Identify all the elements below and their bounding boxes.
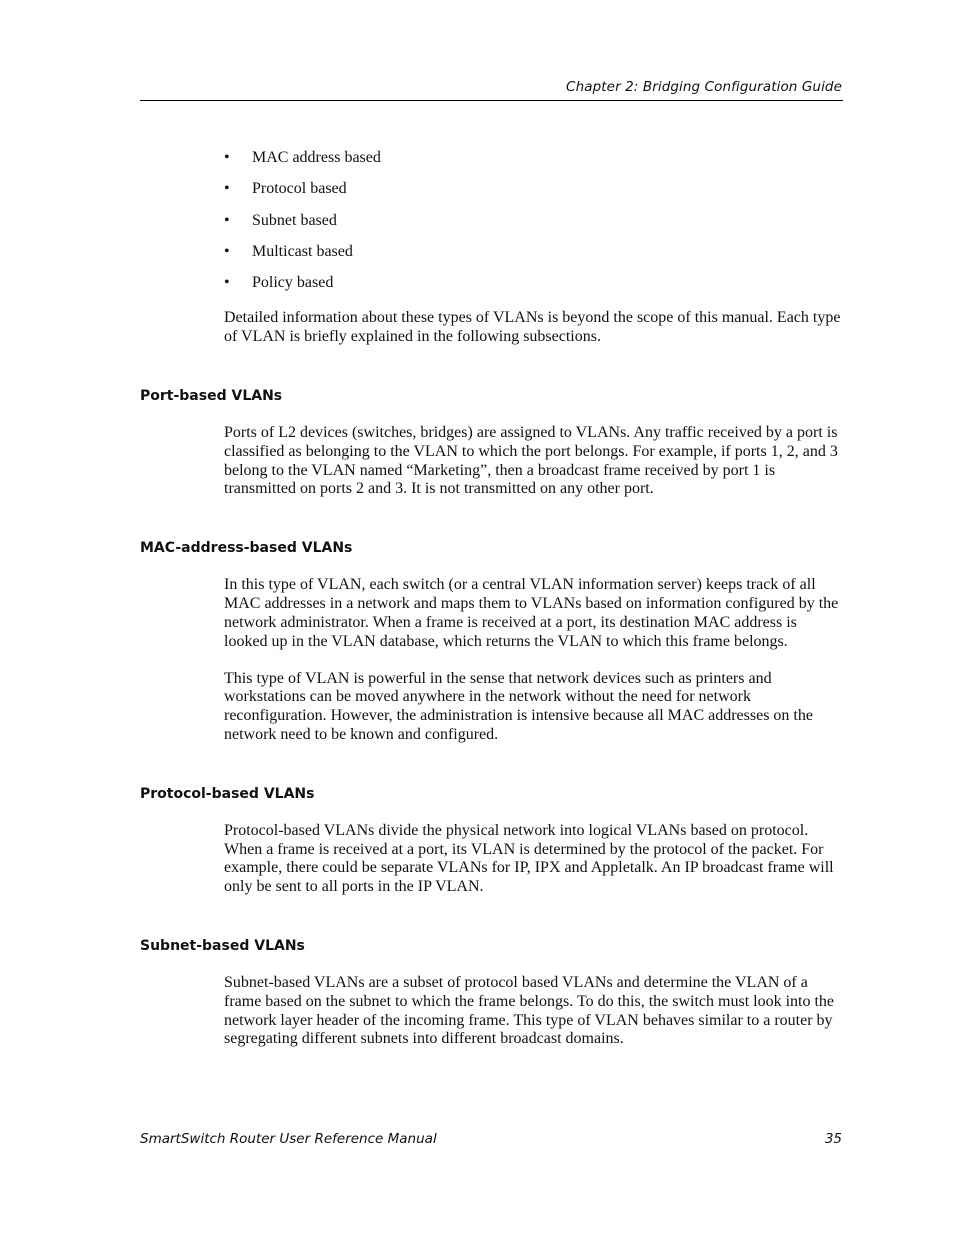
intro-paragraph: Detailed information about these types of VLANs is beyond the scope of this manual. Each type of VLAN is briefly explained in the following subsections. [224,309,841,345]
vlan-type-list [224,148,842,292]
protocol-based-paragraph: Protocol-based VLANs divide the physical network into logical VLANs based on protocol. When a frame is received at a port, its VLAN is determined by the protocol of the packet. For example, there could be separate VLANs for IP, IPX and Appletalk. An IP broadcast frame will only be sent to all ports in the IP VLAN. [224,822,834,896]
section-heading-subnet-based: Subnet-based VLANs [140,937,305,954]
page-number: 35 [824,1131,842,1147]
list-item: • MAC address based [224,148,842,167]
page-body [140,148,842,1049]
list-item: • Multicast based [224,242,842,261]
footer-manual-title: SmartSwitch Router User Reference Manual [140,1131,437,1147]
subnet-based-paragraph: Subnet-based VLANs are a subset of protocol based VLANs and determine the VLAN of a frame based on the subnet to which the frame belongs. To do this, the switch must look into the network layer header of the incoming frame. This type of VLAN behaves similar to a router by segregating different subnets into different broadcast domains. [224,974,835,1048]
running-header: Chapter 2: Bridging Configuration Guide [566,79,842,95]
list-item: • Subnet based [224,211,842,230]
list-item: • Protocol based [224,179,842,198]
section-heading-protocol-based: Protocol-based VLANs [140,785,315,802]
section-heading-port-based: Port-based VLANs [140,387,283,404]
mac-based-paragraph-2: This type of VLAN is powerful in the sense that network devices such as printers and workstations can be moved anywhere in the network without the need for network reconfiguration. However, the administration is intensive because all MAC addresses on the network need to be known and configured. [224,669,813,743]
list-item: • Policy based [224,273,842,292]
mac-based-paragraph-1: In this type of VLAN, each switch (or a central VLAN information server) keeps track of all MAC addresses in a network and maps them to VLANs based on information configured by the network administrator. When a frame is received at a port, its destination MAC address is looked up in the VLAN database, which returns the VLAN to which this frame belongs. [224,576,839,650]
port-based-paragraph: Ports of L2 devices (switches, bridges) are assigned to VLANs. Any traffic received by a port is classified as belonging to the VLAN to which the port belongs. For example, if ports 1, 2, and 3 belong to the VLAN named “Marketing”, then a broadcast frame received by port 1 is transmitted on ports 2 and 3. It is not transmitted on any other port. [224,424,838,498]
header-rule [140,100,843,101]
section-heading-mac-based: MAC-address-based VLANs [140,539,353,556]
